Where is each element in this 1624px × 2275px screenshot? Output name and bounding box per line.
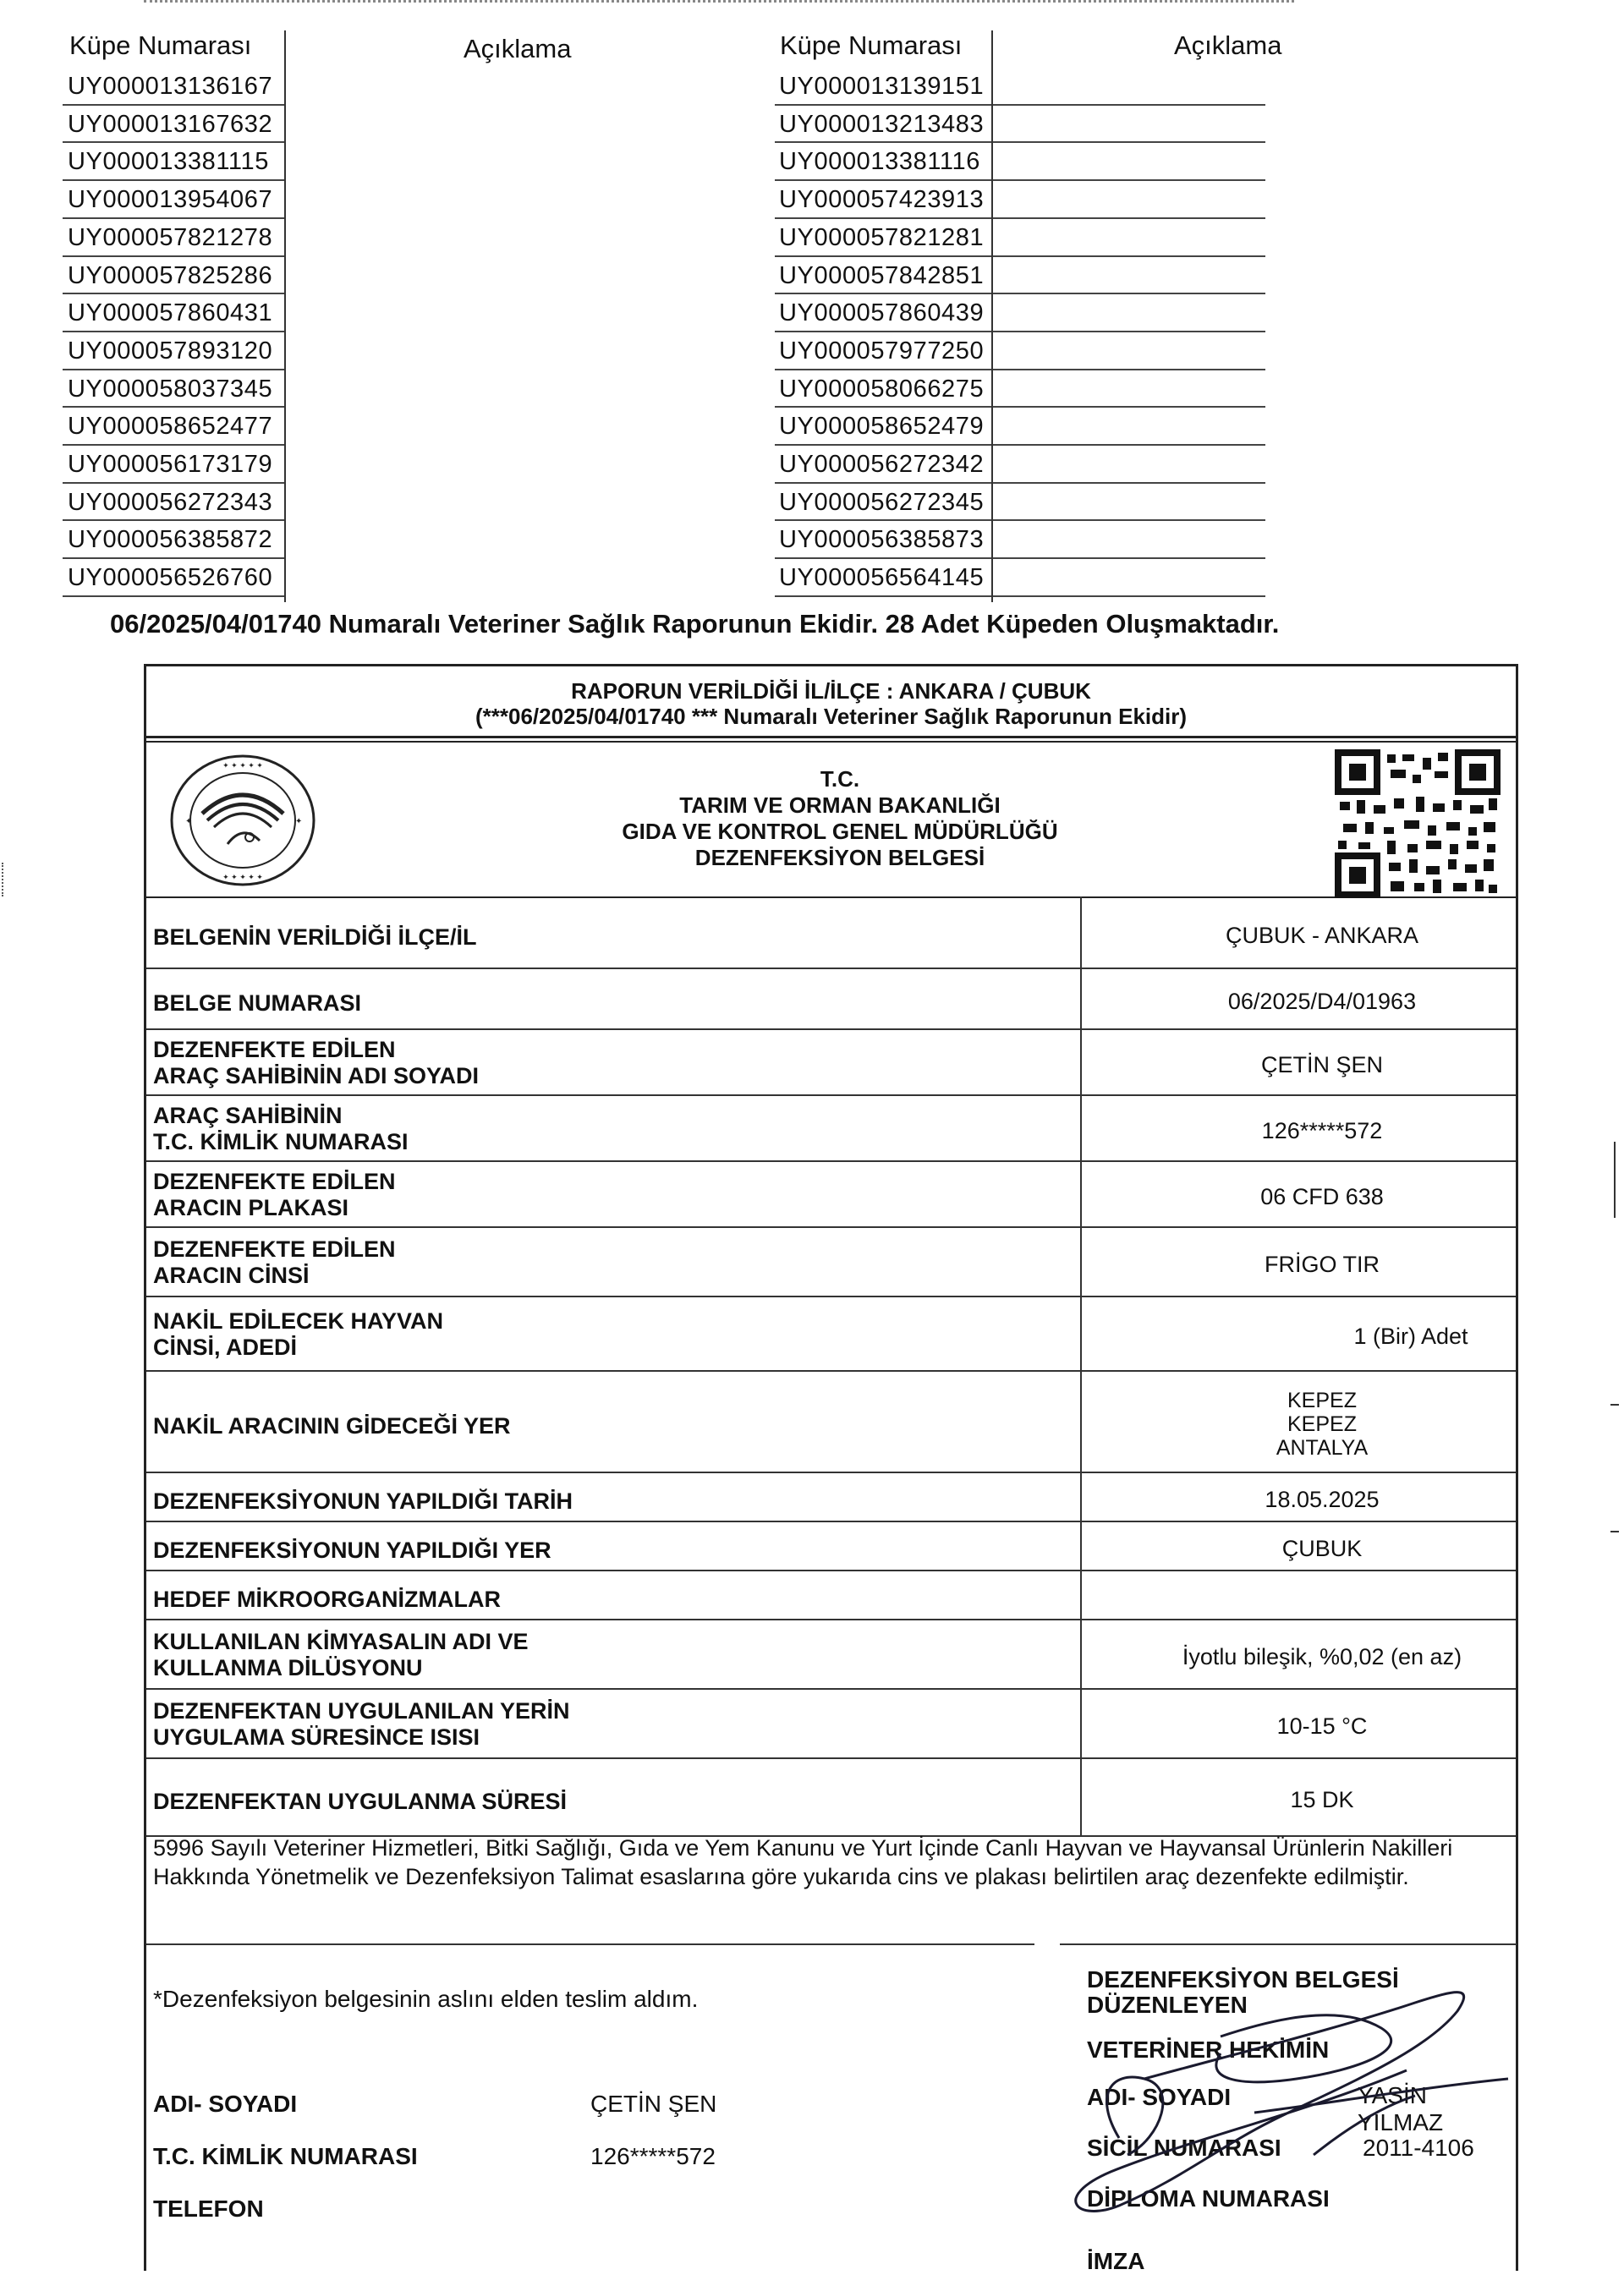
row-line [63,557,284,559]
field-label [153,1629,529,1681]
ministry-line: TARIM VE ORMAN BAKANLIĞI [679,792,1001,818]
ear-tag-left: UY000013167632 [68,110,273,138]
field-label [153,1413,511,1439]
certificate-field-row [146,1028,1516,1096]
margin-mark [1610,1404,1619,1406]
field-value-line: ÇETİN ŞEN [1260,1051,1384,1077]
ear-tag-right: UY000013139151 [779,73,985,100]
field-label [153,1236,396,1289]
field-label-line: T.C. KİMLİK NUMARASI [153,1129,409,1154]
ear-tag-right: UY000013213483 [779,110,985,138]
field-label-line: DEZENFEKTE EDİLEN [153,1037,396,1062]
row-line [775,331,1265,332]
ministry-title [502,766,1178,871]
field-label [153,1169,396,1221]
issuer-title-line: DÜZENLEYEN [1087,1992,1248,2018]
ear-tag-right: UY000058652479 [779,413,985,441]
header-right-tag-no: Küpe Numarası [780,30,963,60]
field-label [153,1103,408,1155]
ministry-line: GIDA VE KONTROL GENEL MÜDÜRLÜĞÜ [622,819,1058,844]
certificate-field-row [146,1688,1516,1759]
row-line [63,141,284,143]
field-label [153,1789,567,1815]
row-line [63,482,284,484]
row-line [775,255,1265,257]
receiver-id-label: T.C. KİMLİK NUMARASI [153,2143,418,2169]
ear-tag-right: UY000056564145 [779,564,985,592]
certificate-field-row [146,968,1516,1030]
certificate-field-row [146,896,1516,969]
field-value [1111,1787,1533,1813]
report-reference: (***06/2025/04/01740 *** Numaralı Veteriner Sağlık Raporunun Ekidir) [475,704,1188,729]
field-value-line: ÇUBUK - ANKARA [1225,922,1419,948]
row-line [775,293,1265,294]
field-label-line: DEZENFEKSİYONUN YAPILDIĞI TARİH [153,1488,573,1514]
report-place: RAPORUN VERİLDİĞİ İL/İLÇE : ANKARA / ÇUBUK [571,678,1091,704]
row-line [63,444,284,446]
margin-mark [2,863,3,896]
field-value [1111,923,1533,949]
field-label-line: ARACIN PLAKASI [153,1195,349,1220]
divider [146,1943,1034,1945]
field-value-line: 126*****572 [1261,1117,1383,1143]
field-label [153,1037,479,1089]
row-line [775,482,1265,484]
field-value-line: FRİGO TIR [1264,1251,1380,1277]
certificate-field-row [146,1226,1516,1297]
certificate-field-row [146,1094,1516,1162]
field-value-line: KEPEZ [1287,1389,1357,1412]
field-value [1111,1536,1533,1562]
ear-tag-right: UY000056272345 [779,488,985,516]
certificate-field-row [146,1570,1516,1620]
ear-tag-right: UY000057860439 [779,299,985,327]
disinfection-certificate [144,664,1518,2274]
svg-text:✦ ✦ ✦ ✦ ✦: ✦ ✦ ✦ ✦ ✦ [222,873,263,881]
ear-tag-left: UY000013381115 [68,148,269,176]
issuer-reg-label: SİCİL NUMARASI [1087,2135,1281,2161]
svg-text:✦: ✦ [295,817,303,826]
header-right-desc: Açıklama [1174,30,1282,60]
row-line [775,406,1265,408]
certificate-field-row [146,1619,1516,1690]
ear-tag-right: UY000057821281 [779,223,985,251]
ear-tag-left: UY000057821278 [68,223,273,251]
field-label [153,1538,551,1564]
field-label-line: HEDEF MİKROORGANİZMALAR [153,1586,501,1612]
row-line [63,293,284,294]
field-label-line: KULLANMA DİLÜSYONU [153,1655,423,1680]
issuer-name-label: ADI- SOYADI [1087,2084,1232,2110]
field-value [1111,989,1533,1015]
row-line [775,141,1265,143]
field-label-line: NAKİL EDİLECEK HAYVAN [153,1308,444,1334]
certificate-field-row [146,1521,1516,1571]
footer-note: 06/2025/04/01740 Numaralı Veteriner Sağlık Raporunun Ekidir. 28 Adet Küpeden Oluşmaktadır. [110,609,1280,639]
margin-mark [1610,1531,1619,1532]
row-line [63,217,284,219]
field-value [1111,1713,1533,1740]
row-line [775,557,1265,559]
field-value-line: İyotlu bileşik, %0,02 (en az) [1182,1643,1462,1669]
row-line [63,369,284,370]
ministry-seal-icon [168,753,317,888]
receiver-name: ÇETİN ŞEN [590,2091,717,2117]
receiver-name-label: ADI- SOYADI [153,2091,298,2117]
field-value [1111,1184,1533,1210]
field-label-line: CİNSİ, ADEDİ [153,1335,298,1360]
issuer-title-line: DEZENFEKSİYON BELGESİ [1087,1966,1399,1993]
legal-statement: 5996 Sayılı Veteriner Hizmetleri, Bitki Sağlığı, Gıda ve Yem Kanunu ve Yurt İçinde Canlı Hayvan ve Hayvansal Ürünlerin Nakilleri Hakkında Yönetmelik ve Dezenfeksiyon Talimat esaslarına göre yukarıda cins ve plakası belirtilen araç dezenfekte edilmiştir. [153,1835,1453,1889]
field-label-line: ARACIN CİNSİ [153,1263,310,1288]
field-value-line: ÇUBUK [1281,1535,1363,1561]
field-label-line: BELGE NUMARASI [153,989,362,1016]
certificate-field-row [146,1160,1516,1228]
certificate-field-row [146,1370,1516,1473]
field-value [1111,1252,1533,1278]
certificate-field-row [146,1757,1516,1837]
field-value-line: 18.05.2025 [1265,1486,1380,1512]
ear-tag-left: UY000058037345 [68,375,273,403]
field-value-line: 06/2025/D4/01963 [1227,988,1417,1014]
row-line [63,179,284,181]
row-line [775,217,1265,219]
field-value [1111,1487,1533,1513]
issuer-diploma-label: DİPLOMA NUMARASI [1087,2185,1330,2212]
header-left-tag-no: Küpe Numarası [69,30,252,60]
ear-tag-right: UY000056272342 [779,451,985,478]
field-value [1111,1389,1533,1460]
row-line [775,595,1265,597]
field-value-line: ANTALYA [1276,1436,1369,1460]
receiver-phone-label: TELEFON [153,2196,264,2222]
ear-tag-left: UY000013954067 [68,186,273,214]
handwritten-signature [1018,1952,1517,2231]
issuer-sign-label: İMZA [1087,2248,1145,2274]
field-label-line: BELGENİN VERİLDİĞİ İLÇE/İL [153,924,477,950]
field-value [1111,1118,1533,1144]
field-label-line: ARAÇ SAHİBİNİN [153,1103,343,1128]
cutoff-line [144,0,1294,8]
ear-tag-left: UY000013136167 [68,73,273,100]
row-line [63,255,284,257]
field-label [153,1587,501,1613]
field-value [1111,1052,1533,1078]
ear-tag-left: UY000057893120 [68,337,273,365]
header-left-desc: Açıklama [464,34,572,63]
ear-tag-right: UY000057977250 [779,337,985,365]
margin-mark [1614,1142,1621,1218]
ear-tag-right: UY000058066275 [779,375,985,403]
ear-tag-right: UY000057423913 [779,186,985,214]
row-line [63,519,284,521]
field-label-line: DEZENFEKTAN UYGULANILAN YERİN [153,1698,570,1724]
field-label [153,1488,573,1515]
field-label-line: DEZENFEKTAN UYGULANMA SÜRESİ [153,1788,568,1814]
issuer-title-line: VETERİNER HEKİMİN [1087,2037,1330,2063]
field-value-line: KEPEZ [1287,1412,1357,1436]
certificate-field-row [146,1296,1516,1372]
field-value-line: 15 DK [1290,1786,1354,1812]
ear-tag-left: UY000058652477 [68,413,273,441]
ministry-header [146,741,1516,898]
issuer-reg: 2011-4106 [1363,2135,1474,2161]
field-label [153,1698,570,1751]
ministry-line: DEZENFEKSİYON BELGESİ [694,845,985,870]
column-divider [991,30,993,602]
field-label [153,1308,443,1361]
field-value [1111,1644,1533,1670]
row-line [775,104,1265,106]
receipt-statement: *Dezenfeksiyon belgesinin aslını elden teslim aldım. [153,1986,699,2012]
row-line [775,519,1265,521]
field-value [1199,1324,1622,1350]
field-label [153,990,361,1017]
ear-tag-left: UY000056385872 [68,526,273,554]
row-line [775,179,1265,181]
row-line [63,331,284,332]
field-label-line: KULLANILAN KİMYASALIN ADI VE [153,1629,529,1654]
row-line [63,595,284,597]
ear-tag-right: UY000056385873 [779,526,985,554]
field-label-line: DEZENFEKTE EDİLEN [153,1169,396,1194]
report-header [146,666,1516,738]
row-line [63,104,284,106]
field-label [153,924,477,951]
ear-tag-left: UY000056272343 [68,488,273,516]
ear-tag-right: UY000013381116 [779,148,980,176]
issuer-name: YASİN YILMAZ [1358,2082,1444,2135]
field-label-line: ARAÇ SAHİBİNİN ADI SOYADI [153,1063,480,1088]
certificate-field-row [146,1472,1516,1522]
ear-tag-left: UY000056526760 [68,564,273,592]
row-line [775,369,1265,370]
ear-tag-right: UY000057842851 [779,261,985,289]
field-label-line: DEZENFEKSİYONUN YAPILDIĞI YER [153,1537,551,1563]
field-value-line: 10-15 °C [1276,1713,1368,1739]
row-line [63,406,284,408]
field-label-line: DEZENFEKTE EDİLEN [153,1236,396,1262]
row-line [775,444,1265,446]
ear-tag-left: UY000057860431 [68,299,273,327]
field-value-line: 1 (Bir) Adet [1353,1323,1468,1349]
field-value-line: 06 CFD 638 [1260,1183,1384,1209]
divider [1060,1943,1517,1945]
column-divider [1080,896,1082,1835]
field-label-line: UYGULAMA SÜRESİNCE ISISI [153,1724,480,1750]
ear-tag-left: UY000056173179 [68,451,273,478]
ear-tag-left: UY000057825286 [68,261,273,289]
field-label-line: NAKİL ARACININ GİDECEĞİ YER [153,1412,511,1439]
svg-text:✦: ✦ [185,817,193,826]
column-divider [284,30,286,602]
svg-text:✦ ✦ ✦ ✦ ✦: ✦ ✦ ✦ ✦ ✦ [222,761,263,770]
ministry-line: T.C. [820,766,860,792]
receiver-id: 126*****572 [590,2143,716,2169]
qr-code-icon [1335,749,1501,898]
